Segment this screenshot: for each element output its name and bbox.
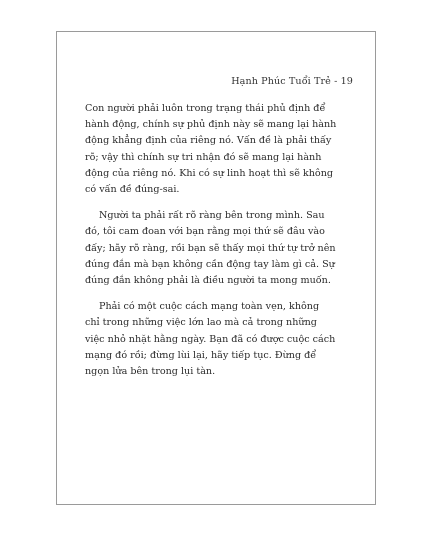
paragraph-2 (85, 208, 348, 289)
text-line: việc nhỏ nhặt hằng ngày. Bạn đã có được cuộc cách (85, 333, 336, 345)
text-line: động của riêng nó. Khi có sự linh hoạt thì sẽ không (85, 167, 334, 179)
text-line: đúng đắn mà bạn không cần động tay làm gì cả. Sự (85, 258, 335, 270)
text-line: hành động, chính sự phủ định này sẽ mang lại hành (85, 119, 337, 131)
paragraph-3 (85, 299, 348, 380)
text-line: động khẳng định của riêng nó. Vấn đề là phải thấy (85, 135, 332, 147)
body-text (85, 101, 348, 390)
text-line: Người ta phải rất rõ ràng bên trong mình. Sau (99, 210, 325, 222)
text-line: mạng đó rồi; đừng lùi lại, hãy tiếp tục. Đừng để (85, 349, 317, 361)
text-line: chỉ trong những việc lớn lao mà cả trong những (85, 317, 317, 329)
text-line: đó, tôi cam đoan với bạn rằng mọi thứ sẽ đâu vào (85, 226, 325, 238)
text-line: Con người phải luôn trong trạng thái phủ định để (85, 103, 326, 114)
text-line: rõ; vậy thì chính sự tri nhận đó sẽ mang lại hành (85, 151, 322, 163)
text-line: đấy; hãy rõ ràng, rồi bạn sẽ thấy mọi thứ tự trở nên (85, 242, 336, 254)
text-line: đúng đắn không phải là điều người ta mong muốn. (85, 275, 331, 287)
running-head: Hạnh Phúc Tuổi Trẻ - 19 (231, 76, 353, 87)
text-line: ngọn lửa bên trong lụi tàn. (85, 366, 216, 378)
text-line: Phải có một cuộc cách mạng toàn vẹn, không (99, 301, 320, 313)
book-page (56, 31, 376, 505)
paragraph-1 (85, 101, 348, 198)
text-line: có vấn đề đúng-sai. (85, 184, 180, 196)
